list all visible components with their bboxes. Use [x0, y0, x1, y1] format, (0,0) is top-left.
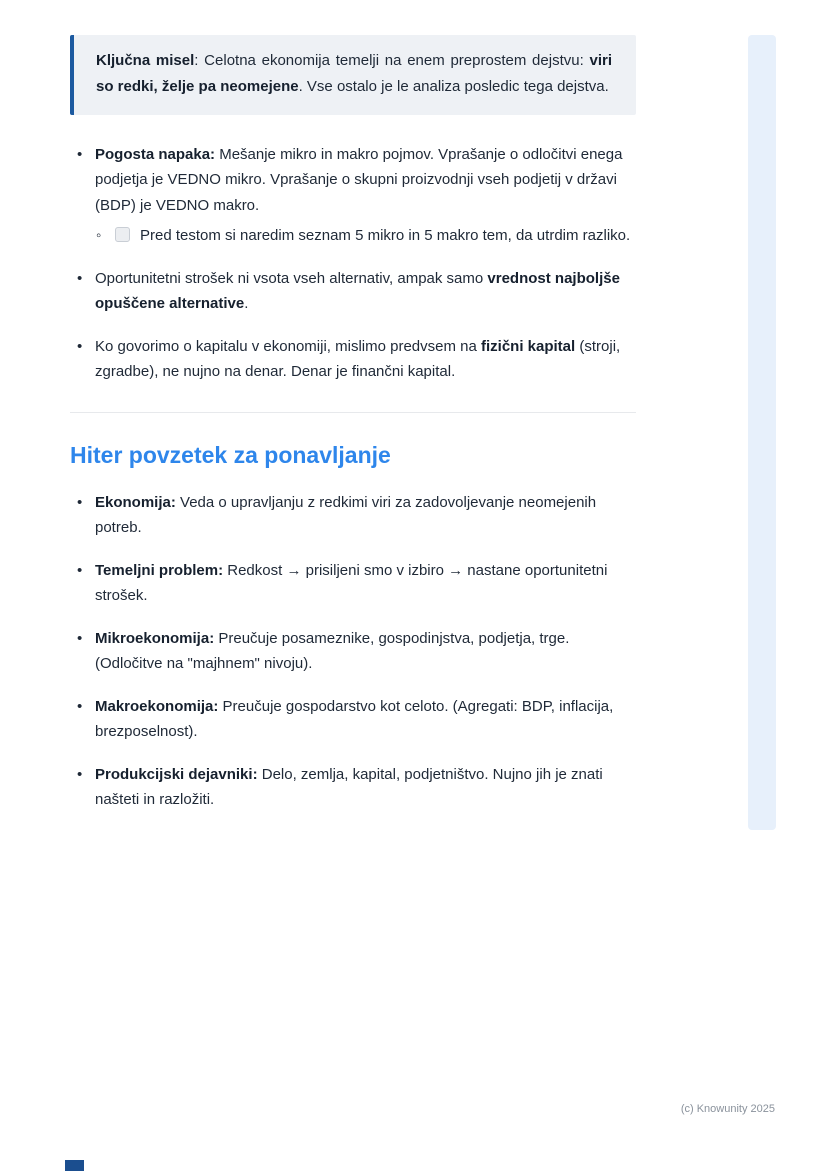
callout-text — [96, 48, 612, 100]
next-callout-border-peek — [65, 1160, 84, 1171]
callout-emphasis-bold: viri so redki, želje pa neomejene — [96, 52, 613, 95]
item-bold: fizični kapital — [481, 337, 576, 355]
todo-text: Pred testom si naredim seznam 5 mikro in 5 makro tem, da utrdim razliko. — [140, 227, 631, 245]
todo-item — [95, 223, 636, 249]
list-item-opportunity-cost — [70, 266, 636, 317]
list-item-ekonomija — [70, 490, 636, 541]
item-post: Preučuje gospodarstvo kot celoto. (Agregati: BDP, inflacija, brezposelnost). — [95, 697, 614, 741]
copyright-text: (c) Knowunity 2025 — [680, 1103, 775, 1115]
item-post: Redkost → prisiljeni smo v izbiro → nastane oportunitetni strošek. — [95, 561, 608, 605]
item-bold: Pogosta napaka: — [95, 145, 216, 163]
item-bold: Temeljni problem: — [95, 561, 224, 579]
item-pre: Ko govorimo o kapitalu v ekonomiji, mislimo predvsem na — [95, 337, 481, 355]
notes-list — [70, 142, 636, 385]
item-post: . — [244, 295, 249, 313]
callout-lead-bold: Ključna misel — [96, 52, 195, 69]
list-item-makroekonomija — [70, 694, 636, 745]
item-post: (stroji, zgradbe), ne nujno na denar. Denar je finančni kapital. — [95, 337, 621, 381]
item-bold: Ekonomija: — [95, 493, 176, 511]
list-item-temeljni-problem — [70, 558, 636, 609]
item-bold: Mikroekonomija: — [95, 629, 215, 647]
item-pre: Oportunitetni strošek ni vsota vseh alternativ, ampak samo — [95, 269, 488, 287]
item-post: Mešanje mikro in makro pojmov. Vprašanje o odločitvi enega podjetja je VEDNO mikro. Vprašanje o skupni proizvodnji vseh podjetij v državi (BDP) je VEDNO makro. — [95, 145, 623, 214]
item-post: Preučuje posameznike, gospodinjstva, podjetja, trge. (Odločitve na "majhnem" nivoju). — [95, 629, 570, 673]
page-scroll-indicator[interactable] — [748, 35, 776, 830]
callout-key-idea — [70, 35, 636, 115]
list-item-common-mistake — [70, 142, 636, 249]
list-item-capital — [70, 334, 636, 385]
item-bold: Makroekonomija: — [95, 697, 219, 715]
callout-segment: . Vse ostalo je le analiza posledic tega dejstva. — [298, 77, 609, 95]
todo-checkbox[interactable] — [115, 227, 130, 242]
item-post: Veda o upravljanju z redkimi viri za zadovoljevanje neomejenih potreb. — [95, 493, 597, 537]
callout-segment: : Celotna ekonomija temelji na enem preprostem dejstvu: — [194, 52, 590, 69]
summary-list — [70, 490, 636, 813]
item-bold: vrednost najboljše opuščene alternative — [95, 269, 620, 313]
item-post: Delo, zemlja, kapital, podjetništvo. Nujno jih je znati našteti in razložiti. — [95, 765, 603, 809]
list-item-mikroekonomija — [70, 626, 636, 677]
page-content — [70, 35, 636, 830]
section-divider — [70, 412, 636, 413]
item-bold: Produkcijski dejavniki: — [95, 765, 258, 783]
summary-heading: Hiter povzetek za ponavljanje — [70, 441, 391, 468]
sub-list — [95, 223, 636, 249]
list-item-produkcijski-dejavniki — [70, 762, 636, 813]
